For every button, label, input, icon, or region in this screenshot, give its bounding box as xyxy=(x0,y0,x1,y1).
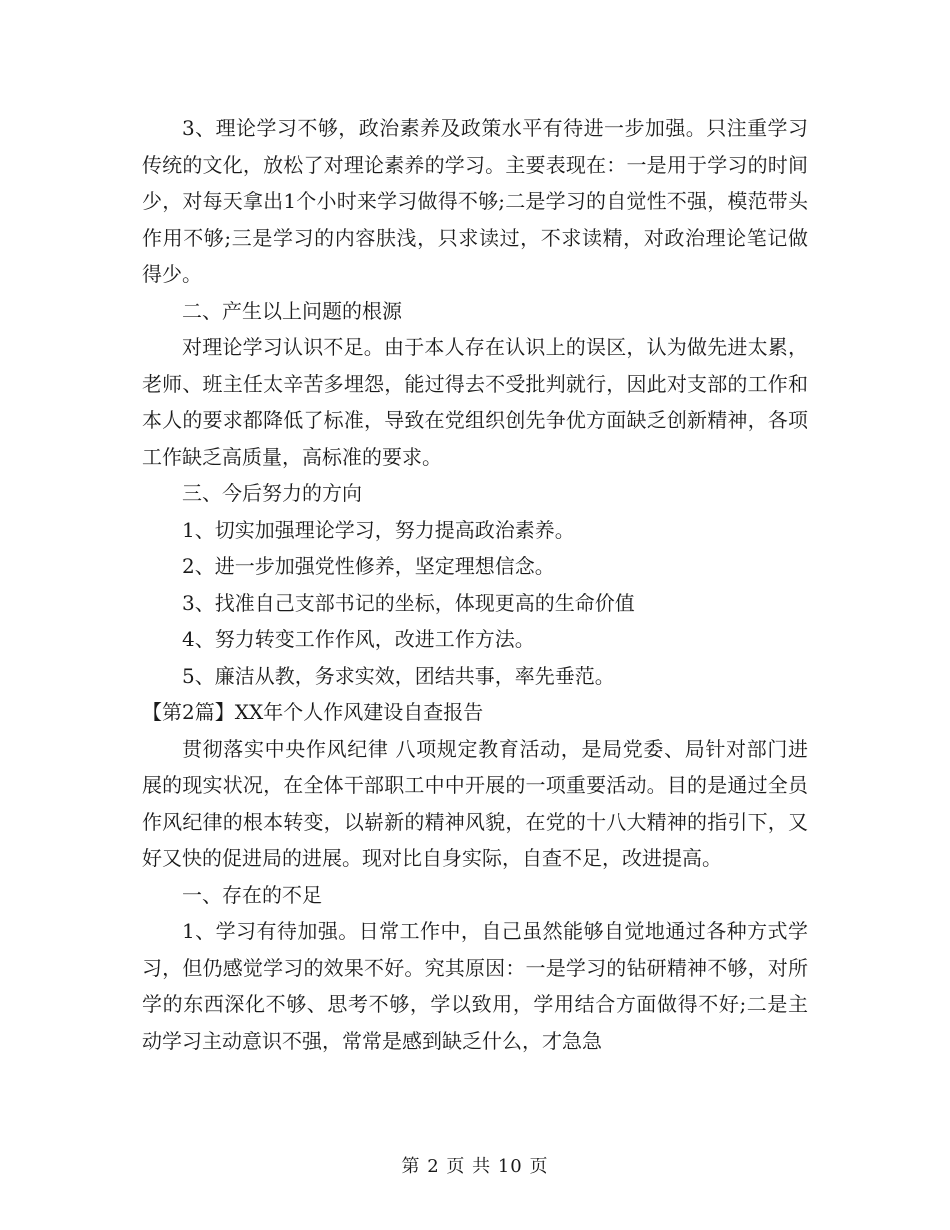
list-item: 2、进一步加强党性修养，坚定理想信念。 xyxy=(182,554,555,578)
section-heading: 二、产生以上问题的根源 xyxy=(182,298,402,323)
list-item: 5、廉洁从教，务求实效，团结共事，率先垂范。 xyxy=(182,663,615,688)
paragraph: 对理论学习认识不足。由于本人存在认识上的误区，认为做先进太累，老师、班主任太辛苦多埋怨，能过得去不受批判就行，因此对支部的工作和本人的要求都降低了标准，导致在党组织创先争优方面缺乏创新精神，各项工作缺乏高质量，高标准的要求。 xyxy=(142,335,808,469)
list-item: 3、找准自己支部书记的坐标，体现更高的生命价值 xyxy=(182,590,635,615)
article-title: 【第2篇】XX年个人作风建设自查报告 xyxy=(142,700,484,724)
section-heading: 三、今后努力的方向 xyxy=(182,481,362,505)
paragraph: 1、学习有待加强。日常工作中，自己虽然能够自觉地通过各种方式学习，但仍感觉学习的效果不好。究其原因：一是学习的钻研精神不够，对所学的东西深化不够、思考不够，学以致用，学用结合方面做得不好;二是主动学习主动意识不强，常常是感到缺乏什么，才急急 xyxy=(142,919,808,1053)
section-heading: 一、存在的不足 xyxy=(182,882,322,907)
page-number-footer: 第 2 页 共 10 页 xyxy=(401,1156,549,1177)
list-item: 4、努力转变工作作风，改进工作方法。 xyxy=(182,627,535,651)
paragraph: 3、理论学习不够，政治素养及政策水平有待进一步加强。只注重学习传统的文化，放松了对理论素养的学习。主要表现在：一是用于学习的时间少，对每天拿出1个小时来学习做得不够;二是学习的自觉性不强，模范带头作用不够;三是学习的内容肤浅，只求读过，不求读精，对政治理论笔记做得少。 xyxy=(142,116,808,286)
list-item: 1、切实加强理论学习，努力提高政治素养。 xyxy=(182,517,575,542)
document-body xyxy=(142,110,808,1059)
paragraph: 贯彻落实中央作风纪律 八项规定教育活动，是局党委、局针对部门进展的现实状况，在全体干部职工中中开展的一项重要活动。目的是通过全员作风纪律的根本转变，以崭新的精神风貌，在党的十八大精神的指引下，又好又快的促进局的进展。现对比自身实际，自查不足，改进提高。 xyxy=(142,736,808,870)
